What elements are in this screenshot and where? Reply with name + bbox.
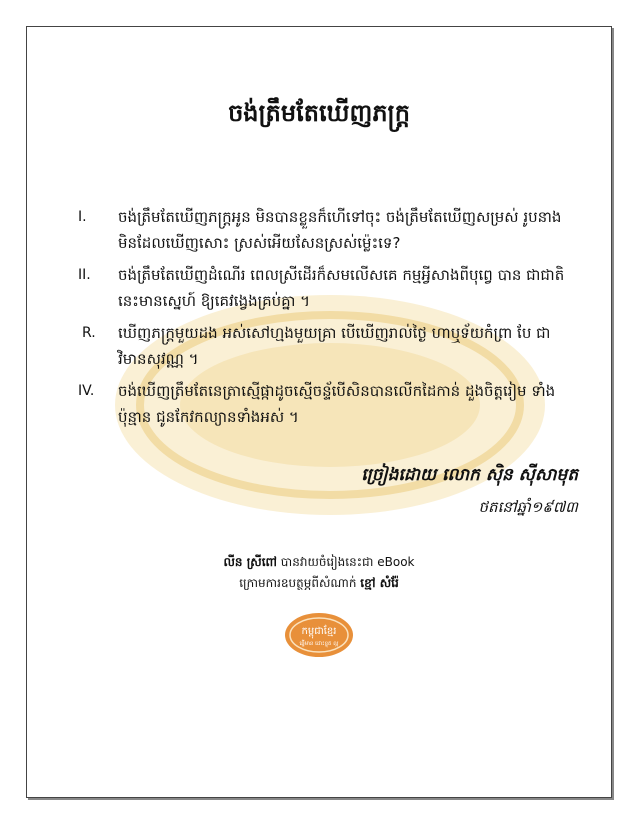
logo-line-1: កម្ពុជាខ្មែរ — [301, 626, 337, 637]
song-title: ចង់ត្រឹមតែឃើញភក្ត្រ — [228, 99, 410, 127]
sponsor-credit-text: ក្រោមការឧបត្ថម្ភពីសំណាក់ — [239, 576, 361, 590]
author-credit: ច្រៀងដោយ លោក ស៊ិន ស៊ីសាមុត — [361, 465, 578, 485]
verse-text: ចង់ឃើញត្រឹមតែនេត្រាស្មើផ្កាដូចស្មើចន្ទ័បើសិនបានលើកដៃកាន់ ដួងចិត្តរៀម ទាំងប៉ុន្មាន ជូនកែវកល្យានទាំងអស់ ។ — [118, 382, 556, 426]
recorded-year: ថតនៅឆ្នាំ១៩៧៣ — [478, 498, 578, 516]
verse-number: I. — [78, 209, 87, 225]
verse-number: R. — [82, 325, 96, 341]
verse-1 — [78, 204, 578, 256]
verse-text: ចង់ត្រឹមតែឃើញភក្ត្រអូន មិនបានខ្លួនក៏ហើទៅចុះ ចង់ត្រឹមតែឃើញសម្រស់ រូបនាងមិនដែលឃើញសោះ ស្រស់អើយសែនស្រស់ម្ល៉េះទេ? — [118, 208, 562, 252]
verse-4 — [78, 378, 578, 430]
typist-credit-text: បានវាយចំរៀងនេះជា eBook — [276, 555, 415, 569]
verse-text: ឃើញភក្ត្រមួយដង អស់សៅហ្មងមួយគ្រា បើឃើញរាល់ថ្ងៃ ហាឬទ័យកំព្រា បែ ជាវិមានសុវណ្ណ ។ — [118, 324, 551, 368]
verse-number: II. — [78, 267, 91, 283]
sponsor-name: ខ្មៅ សំរ៉ែ — [360, 576, 399, 590]
verse-2 — [78, 262, 578, 314]
verse-refrain — [78, 320, 578, 372]
brand-logo-icon — [284, 612, 354, 658]
typist-name: លីន ស្រីពៅ — [223, 555, 277, 569]
verse-text: ចង់ត្រឹមតែឃើញដំណើរ ពេលស្រីដើរក៏សមលើសគេ កម្មអ្វីសាងពីបុព្វេ បាន ជាជាតិនេះមានស្នេហ៍ ឱ្យគេវង្វេងគ្រប់គ្នា ។ — [118, 266, 565, 310]
logo-line-2: ឆ្នើមាន ដោះខ្នុត ល្អ — [299, 641, 339, 647]
verse-number: IV. — [78, 383, 95, 399]
sponsor-credit — [0, 575, 638, 593]
typist-credit — [0, 554, 638, 572]
